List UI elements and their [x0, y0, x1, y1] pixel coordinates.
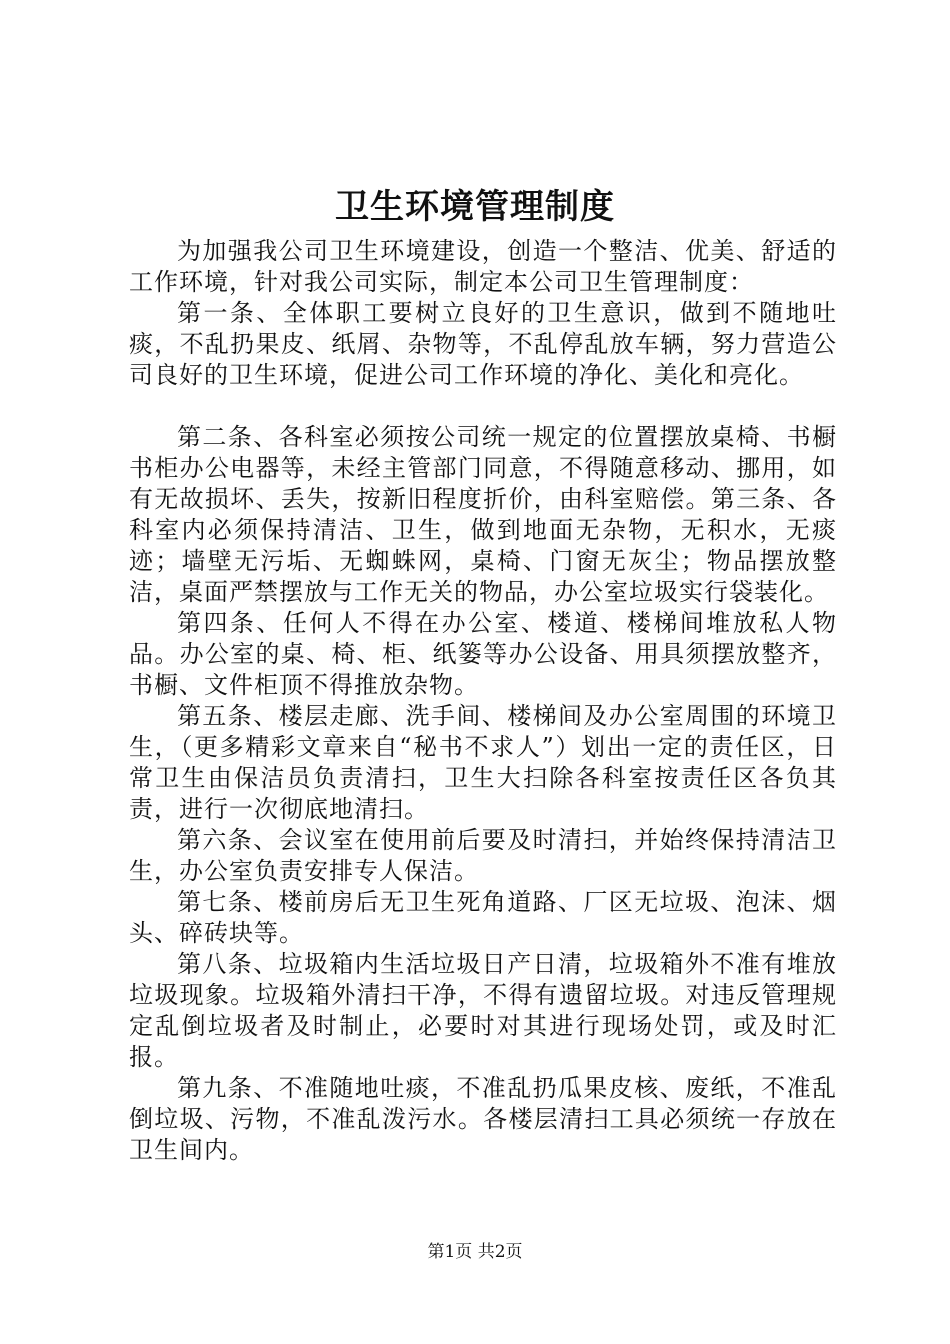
document-title: 卫生环境管理制度 — [335, 187, 615, 227]
document-body — [129, 236, 837, 1166]
paragraph-article-1: 第一条、全体职工要树立良好的卫生意识，做到不随地吐痰，不乱扔果皮、纸屑、杂物等，不乱停乱放车辆，努力营造公司良好的卫生环境，促进公司工作环境的净化、美化和亮化。 — [129, 299, 837, 389]
page-indicator: 第1页 共2页 — [427, 1242, 523, 1262]
paragraph-article-8: 第八条、垃圾箱内生活垃圾日产日清，垃圾箱外不准有堆放垃圾现象。垃圾箱外清扫干净，不得有遗留垃圾。对违反管理规定乱倒垃圾者及时制止，必要时对其进行现场处罚，或及时汇报。 — [129, 950, 837, 1071]
paragraph-article-9: 第九条、不准随地吐痰，不准乱扔瓜果皮核、废纸，不准乱倒垃圾、污物，不准乱泼污水。各楼层清扫工具必须统一存放在卫生间内。 — [129, 1074, 837, 1164]
paragraph-article-6: 第六条、会议室在使用前后要及时清扫，并始终保持清洁卫生，办公室负责安排专人保洁。 — [129, 826, 837, 885]
paragraph-article-7: 第七条、楼前房后无卫生死角道路、厂区无垃圾、泡沫、烟头、碎砖块等。 — [129, 888, 837, 947]
paragraph-article-2-3: 第二条、各科室必须按公司统一规定的位置摆放桌椅、书橱书柜办公电器等，未经主管部门同意，不得随意移动、挪用，如有无故损坏、丢失，按新旧程度折价，由科室赔偿。第三条、各科室内必须保持清洁、卫生，做到地面无杂物，无积水，无痰迹；墙壁无污垢、无蜘蛛网，桌椅、门窗无灰尘；物品摆放整洁，桌面严禁摆放与工作无关的物品，办公室垃圾实行袋装化。 — [129, 423, 837, 606]
paragraph-article-4: 第四条、任何人不得在办公室、楼道、楼梯间堆放私人物品。办公室的桌、椅、柜、纸篓等办公设备、用具须摆放整齐，书橱、文件柜顶不得推放杂物。 — [129, 609, 837, 699]
paragraph-intro: 为加强我公司卫生环境建设，创造一个整洁、优美、舒适的工作环境，针对我公司实际，制定本公司卫生管理制度： — [129, 237, 837, 296]
paragraph-article-5: 第五条、楼层走廊、洗手间、楼梯间及办公室周围的环境卫生，（更多精彩文章来自“秘书不求人”）划出一定的责任区，日常卫生由保洁员负责清扫，卫生大扫除各科室按责任区各负其责，进行一次彻底地清扫。 — [129, 702, 837, 823]
